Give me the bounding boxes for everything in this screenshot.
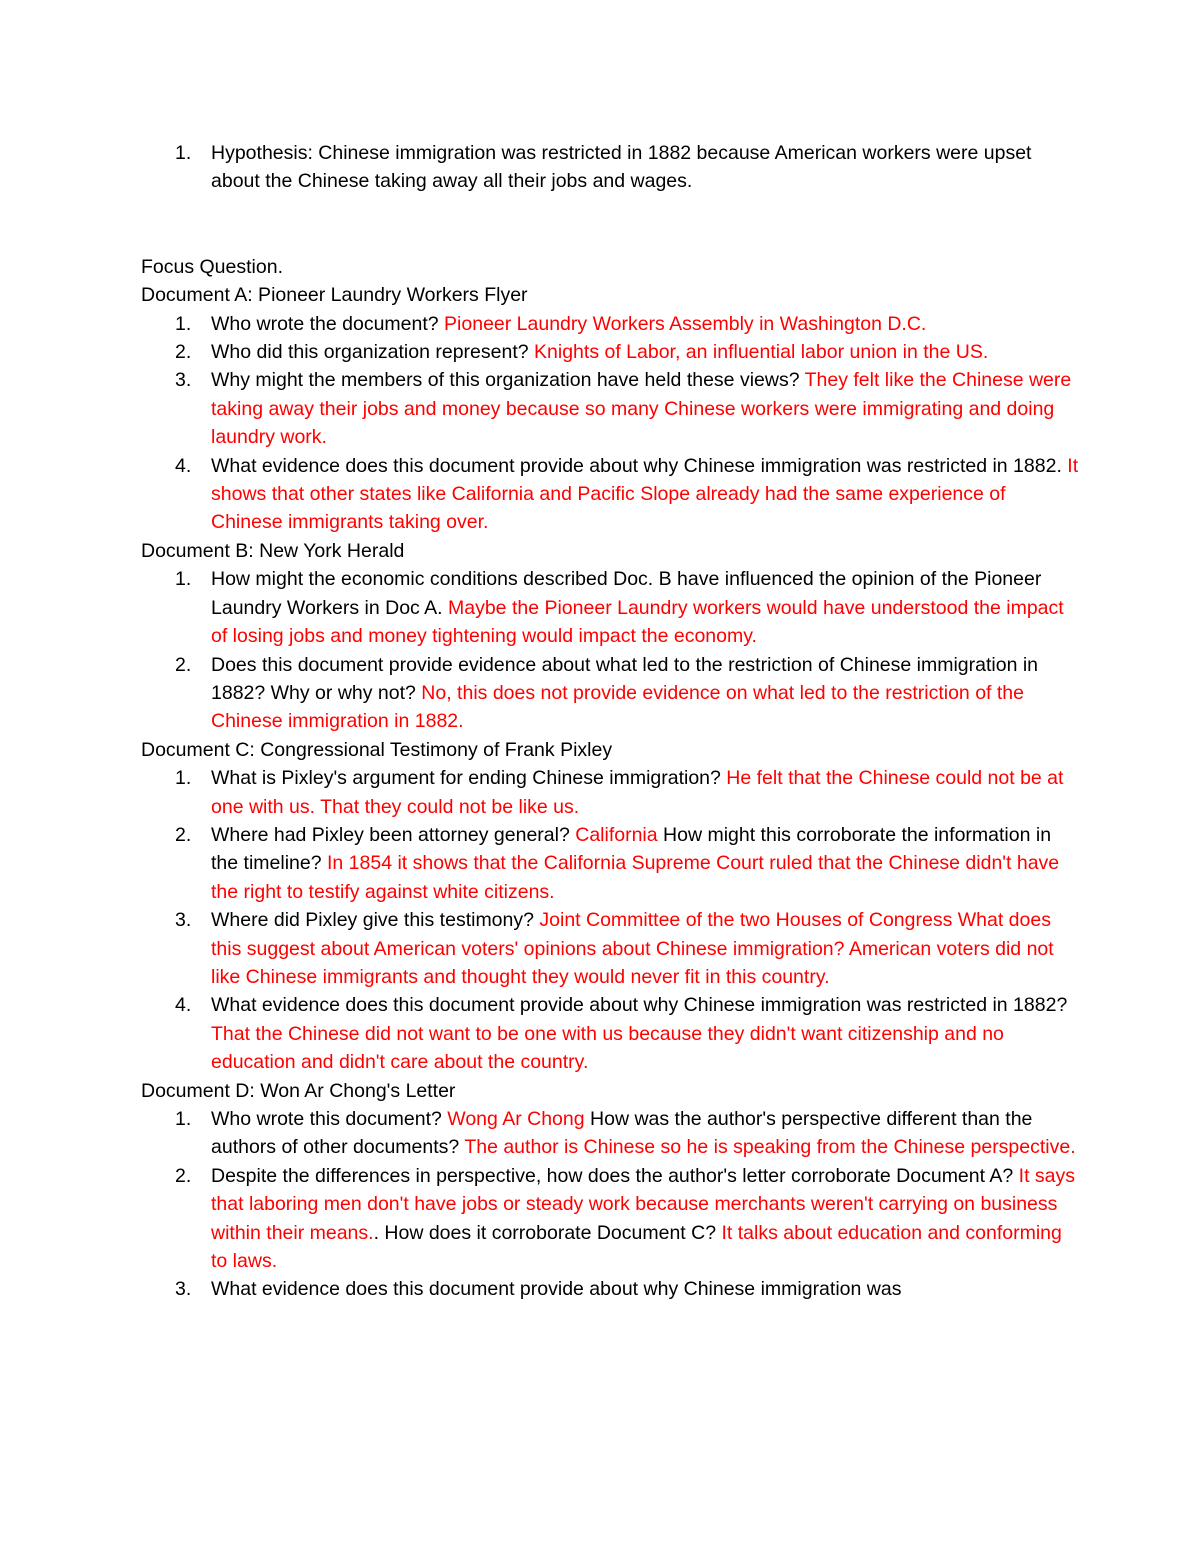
list-number: 1. bbox=[175, 312, 192, 335]
document-d-questions bbox=[141, 1105, 1081, 1304]
focus-question-heading: Focus Question. bbox=[141, 255, 283, 278]
question-text: Why might the members of this organization have held these views? bbox=[211, 369, 805, 392]
answer-text: He felt that the Chinese could not be at one with us. That they could not be like us. bbox=[211, 767, 1064, 818]
question-text: How might the economic conditions described Doc. B have influenced the opinion of the Pioneer Laundry Workers in Doc A. bbox=[211, 568, 1042, 619]
document-c-questions bbox=[141, 764, 1081, 1076]
hypothesis-text: Hypothesis: Chinese immigration was restricted in 1882 because American workers were upset about the Chinese taking away all their jobs and wages. bbox=[211, 142, 1032, 193]
list-item bbox=[141, 906, 1081, 991]
question-text: . How does it corroborate Document C? bbox=[373, 1221, 722, 1244]
list-number: 3. bbox=[175, 1278, 192, 1301]
question-text: Where did Pixley give this testimony? bbox=[211, 909, 540, 932]
list-number: 3. bbox=[175, 909, 192, 932]
list-number: 2. bbox=[175, 653, 192, 676]
document-d-heading: Document D: Won Ar Chong's Letter bbox=[141, 1079, 456, 1102]
question-text: Does this document provide evidence about what led to the restriction of Chinese immigration in 1882? Why or why not? bbox=[211, 653, 1039, 704]
list-number: 1. bbox=[175, 142, 192, 164]
answer-text: Maybe the Pioneer Laundry workers would have understood the impact of losing jobs and money tightening would impact the economy. bbox=[211, 596, 1064, 648]
answer-text: That the Chinese did not want to be one with us because they didn't want citizenship and no education and didn't care about the country. bbox=[211, 1022, 1004, 1074]
list-number: 1. bbox=[175, 568, 192, 591]
list-item bbox=[141, 452, 1081, 537]
list-item bbox=[141, 821, 1081, 906]
list-item bbox=[141, 565, 1081, 650]
answer-text: The author is Chinese so he is speaking from the Chinese perspective. bbox=[464, 1136, 1076, 1159]
answer-text: Pioneer Laundry Workers Assembly in Washington D.C. bbox=[444, 312, 927, 335]
list-item bbox=[141, 1275, 1081, 1303]
list-number: 3. bbox=[175, 369, 192, 392]
list-item bbox=[141, 366, 1081, 451]
list-number: 2. bbox=[175, 1164, 192, 1187]
list-item bbox=[141, 991, 1081, 1076]
document-a-questions bbox=[141, 310, 1081, 537]
list-item bbox=[141, 338, 1081, 366]
question-text: How might this corroborate the information in the timeline? bbox=[211, 823, 1052, 875]
answer-text: It shows that other states like California and Pacific Slope already had the same experience of Chinese immigrants taking over. bbox=[211, 454, 1079, 534]
list-item bbox=[141, 310, 1081, 338]
question-text: What evidence does this document provide about why Chinese immigration was restricted in 1882? bbox=[211, 994, 1068, 1017]
answer-text: In 1854 it shows that the California Supreme Court ruled that the Chinese didn't have the right to testify against white citizens. bbox=[211, 852, 1060, 903]
list-number: 1. bbox=[175, 1108, 192, 1130]
list-item bbox=[141, 651, 1081, 736]
answer-text: Knights of Labor, an influential labor union in the US. bbox=[534, 341, 989, 364]
question-text: What evidence does this document provide about why Chinese immigration was bbox=[211, 1278, 902, 1301]
list-number: 2. bbox=[175, 823, 192, 846]
answer-text: California bbox=[575, 823, 658, 846]
list-number: 4. bbox=[175, 454, 192, 477]
section-spacer bbox=[141, 196, 1081, 253]
question-text: Who wrote this document? bbox=[211, 1108, 448, 1130]
list-item bbox=[141, 1105, 1081, 1162]
answer-text: They felt like the Chinese were taking away their jobs and money because so many Chinese workers were immigrating and doing laundry work. bbox=[211, 369, 1072, 449]
answer-text: It says that laboring men don't have jobs or steady work because merchants weren't carrying on business within their means. bbox=[211, 1164, 1076, 1244]
question-text: Who wrote the document? bbox=[211, 312, 445, 335]
hypothesis-list bbox=[141, 139, 1081, 196]
answer-text: Wong Ar Chong bbox=[447, 1108, 585, 1130]
question-text: What evidence does this document provide about why Chinese immigration was restricted in 1882. bbox=[211, 454, 1068, 477]
document-a-heading: Document A: Pioneer Laundry Workers Flyer bbox=[141, 284, 528, 307]
list-number: 1. bbox=[175, 767, 192, 790]
answer-text: It talks about education and conforming to laws. bbox=[211, 1221, 1062, 1273]
list-number: 4. bbox=[175, 994, 192, 1017]
answer-text: No, this does not provide evidence on what led to the restriction of the Chinese immigration in 1882. bbox=[211, 681, 1024, 733]
question-text: Despite the differences in perspective, how does the author's letter corroborate Document A? bbox=[211, 1164, 1019, 1187]
document-b-questions bbox=[141, 565, 1081, 735]
question-text: What is Pixley's argument for ending Chinese immigration? bbox=[211, 767, 727, 790]
list-item bbox=[141, 1162, 1081, 1276]
question-text: Who did this organization represent? bbox=[211, 341, 535, 364]
question-text: Where had Pixley been attorney general? bbox=[211, 823, 576, 846]
question-text: How was the author's perspective different than the authors of other documents? bbox=[211, 1108, 1033, 1159]
hypothesis-item bbox=[141, 139, 1081, 196]
document-b-heading: Document B: New York Herald bbox=[141, 539, 405, 562]
document-content bbox=[141, 139, 1081, 1304]
answer-text: Joint Committee of the two Houses of Congress What does this suggest about American voters' opinions about Chinese immigration? American voters did not like Chinese immigrants and thought they would never fit in this country. bbox=[211, 909, 1054, 988]
list-number: 2. bbox=[175, 341, 192, 364]
list-item bbox=[141, 764, 1081, 821]
document-c-heading: Document C: Congressional Testimony of Frank Pixley bbox=[141, 738, 613, 761]
